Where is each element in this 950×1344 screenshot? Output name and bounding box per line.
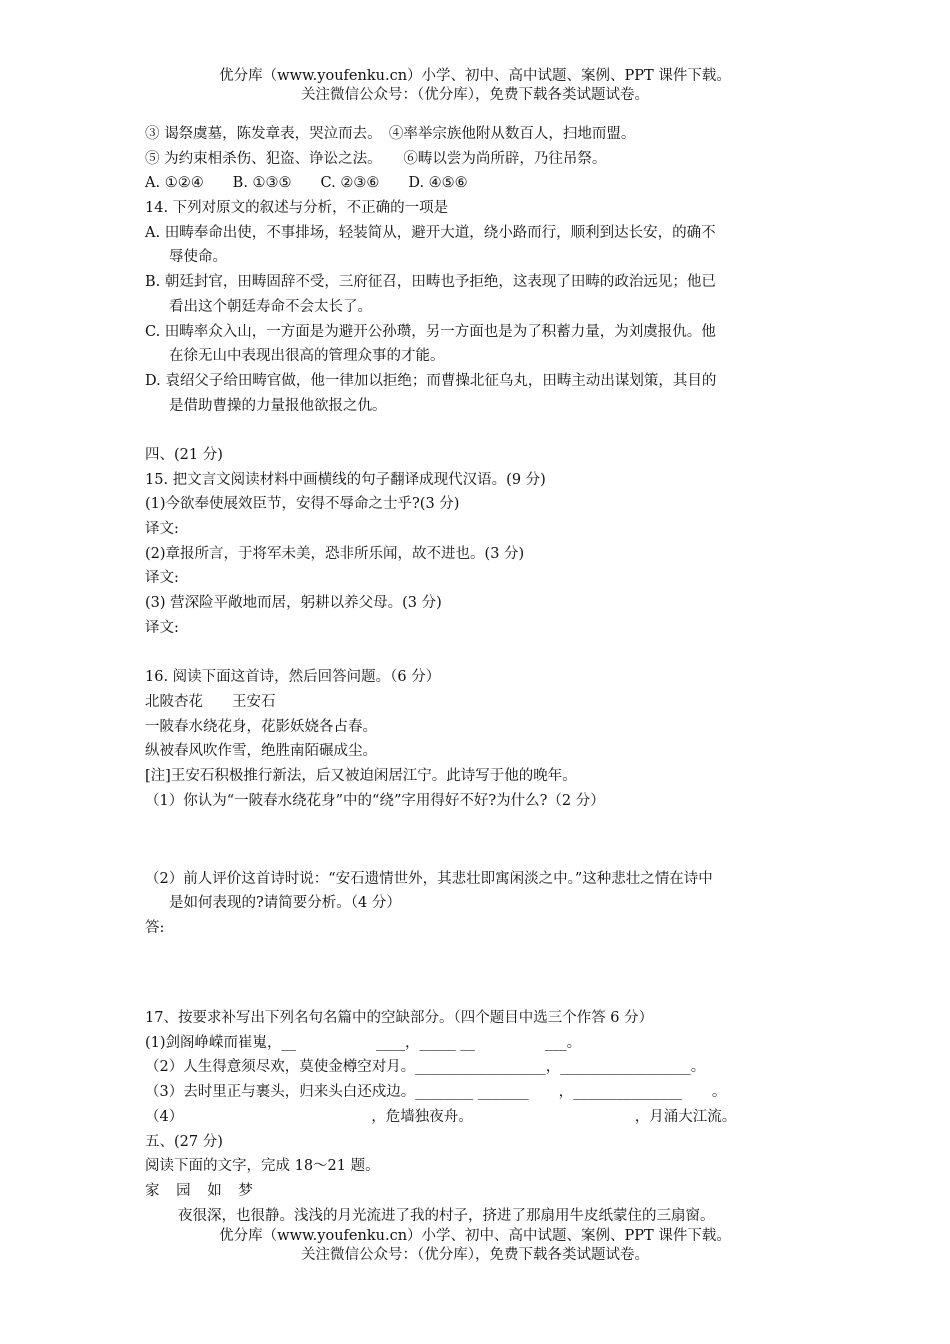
- q15-sentence-3: (3) 营深险平敞地而居，躬耕以养父母。(3 分): [145, 595, 442, 612]
- section-4-title: 四、(21 分): [145, 446, 223, 463]
- essay-title: 家 园 如 梦: [145, 1182, 259, 1199]
- q14-stem: 14. 下列对原文的叙述与分析，不正确的一项是: [145, 200, 449, 217]
- q13-choice-row-2: ⑤ 为约束相杀伤、犯盗、诤讼之法。 ⑥畴以尝为尚所辟，乃往吊祭。: [145, 150, 607, 167]
- q17-row-1-text: (1)剑阁峥嵘而崔嵬，__: [145, 1034, 297, 1051]
- q14-option-c-line-1: C. 田畴率众入山，一方面是为避开公孙瓒，另一方面也是为了积蓄力量，为刘虞报仇。他: [145, 323, 716, 340]
- q15-translation-2-label: 译文:: [145, 570, 179, 587]
- q17-stem: 17、按要求补写出下列名句名篇中的空缺部分。（四个题目中选三个作答 6 分）: [145, 1010, 654, 1027]
- q16-sub-2-line-1: （2）前人评价这首诗时说：“安石遗情世外，其悲壮即寓闲淡之中。”这种悲壮之情在诗中: [145, 870, 713, 887]
- answer-space: [145, 941, 815, 990]
- q14-option-c-line-2: 在徐无山中表现出很高的管理众事的才能。: [169, 348, 445, 365]
- footer-line-1: 优分库（www.youfenku.cn）小学、初中、高中试题、案例、PPT 课件下载。: [219, 1228, 731, 1244]
- poem-title: 北陂杏花 王安石: [145, 693, 276, 710]
- q17-row-3-blank: ，_______________: [558, 1084, 682, 1101]
- q17-row-4-label: （4）: [145, 1108, 184, 1125]
- poem-line-1: 一陂春水绕花身，花影妖娆各占春。: [145, 718, 377, 735]
- q14-option-d-line-2: 是借助曹操的力量报他欲报之仇。: [169, 397, 387, 414]
- q17-row-3: [145, 1080, 815, 1105]
- q14-option-a-line-1: A. 田畴奉命出使，不事排场，轻装简从，避开大道，绕小路而行，顺利到达长安，的确不: [145, 224, 716, 241]
- q16-sub-1: （1）你认为“一陂春水绕花身”中的“绕”字用得好不好?为什么?（2 分）: [145, 792, 605, 809]
- q13-options: A. ①②④ B. ①③⑤ C. ②③⑥ D. ④⑤⑥: [145, 175, 468, 192]
- q17-row-4-end: ，月涌大江流。: [634, 1108, 737, 1125]
- q15-translation-1-label: 译文:: [145, 521, 179, 537]
- q14-option-b-line-2: 看出这个朝廷寿命不会太长了。: [169, 298, 372, 315]
- q16-answer-label: 答:: [145, 920, 165, 937]
- q15-translation-3-label: 译文:: [145, 619, 179, 636]
- page-footer: [0, 1227, 950, 1265]
- spacer: [145, 640, 815, 665]
- q14-option-a-line-2: 辱使命。: [169, 249, 227, 266]
- q17-row-4: [145, 1105, 815, 1130]
- section-5-title: 五、(27 分): [145, 1133, 223, 1150]
- q16-stem: 16. 阅读下面这首诗，然后回答问题。（6 分）: [145, 669, 441, 686]
- header-line-2: 关注微信公众号：（优分库），免费下载各类试题试卷。: [301, 87, 649, 103]
- q17-row-1-blank-1: ____，_____ __: [376, 1034, 475, 1051]
- q15-stem: 15. 把文言文阅读材料中画横线的句子翻译成现代汉语。(9 分): [145, 471, 546, 488]
- spacer: [145, 418, 815, 443]
- q14-option-d-line-1: D. 袁绍父子给田畴官做，他一律加以拒绝；而曹操北征乌丸，田畴主动出谋划策，其目的: [145, 372, 717, 389]
- q17-row-1-blank-2: ___。: [544, 1034, 582, 1051]
- q17-row-1: [145, 1031, 815, 1056]
- q17-row-2: （2）人生得意须尽欢，莫使金樽空对月。__________________，__________________。: [145, 1059, 706, 1076]
- essay-paragraph-1: 夜很深，也很静。浅浅的月光流进了我的村子，挤进了那扇用牛皮纸蒙住的三扇窗。: [178, 1207, 715, 1224]
- q15-sentence-1: (1)今欲奉使展效臣节，安得不辱命之士乎?(3 分): [145, 496, 460, 513]
- poem-line-2: 纵被春风吹作雪，绝胜南陌碾成尘。: [145, 743, 377, 760]
- spacer: [145, 990, 815, 1006]
- q15-sentence-2: (2)章报所言，于将军未美，恐非所乐闻，故不进也。(3 分): [145, 545, 525, 562]
- q14-option-b-line-1: B. 朝廷封官，田畴固辞不受，三府征召，田畴也予拒绝，这表现了田畴的政治远见；他已: [145, 274, 716, 291]
- q17-row-4-mid: ，危墙独夜舟。: [371, 1108, 473, 1125]
- section-5-intro: 阅读下面的文字，完成 18～21 题。: [145, 1158, 380, 1175]
- answer-space: [145, 813, 815, 862]
- exam-content: [145, 122, 815, 1228]
- q16-sub-2-line-2: 是如何表现的?请简要分析。（4 分）: [169, 895, 401, 912]
- q13-choice-row-1: ③ 谒祭虞墓，陈发章表，哭泣而去。 ④率举宗族他附从数百人，扫地而盟。: [145, 126, 636, 142]
- footer-line-2: 关注微信公众号：（优分库），免费下载各类试题试卷。: [301, 1247, 649, 1263]
- q17-row-3-end: 。: [711, 1084, 727, 1101]
- q17-row-3-text: （3）去时里正与裹头，归来头白还戍边。________ _______: [145, 1084, 529, 1101]
- poem-note: [注]王安石积极推行新法，后又被迫闲居江宁。此诗写于他的晚年。: [145, 767, 577, 784]
- header-line-1: 优分库（www.youfenku.cn）小学、初中、高中试题、案例、PPT 课件下载。: [219, 68, 731, 84]
- page-header: [0, 67, 950, 105]
